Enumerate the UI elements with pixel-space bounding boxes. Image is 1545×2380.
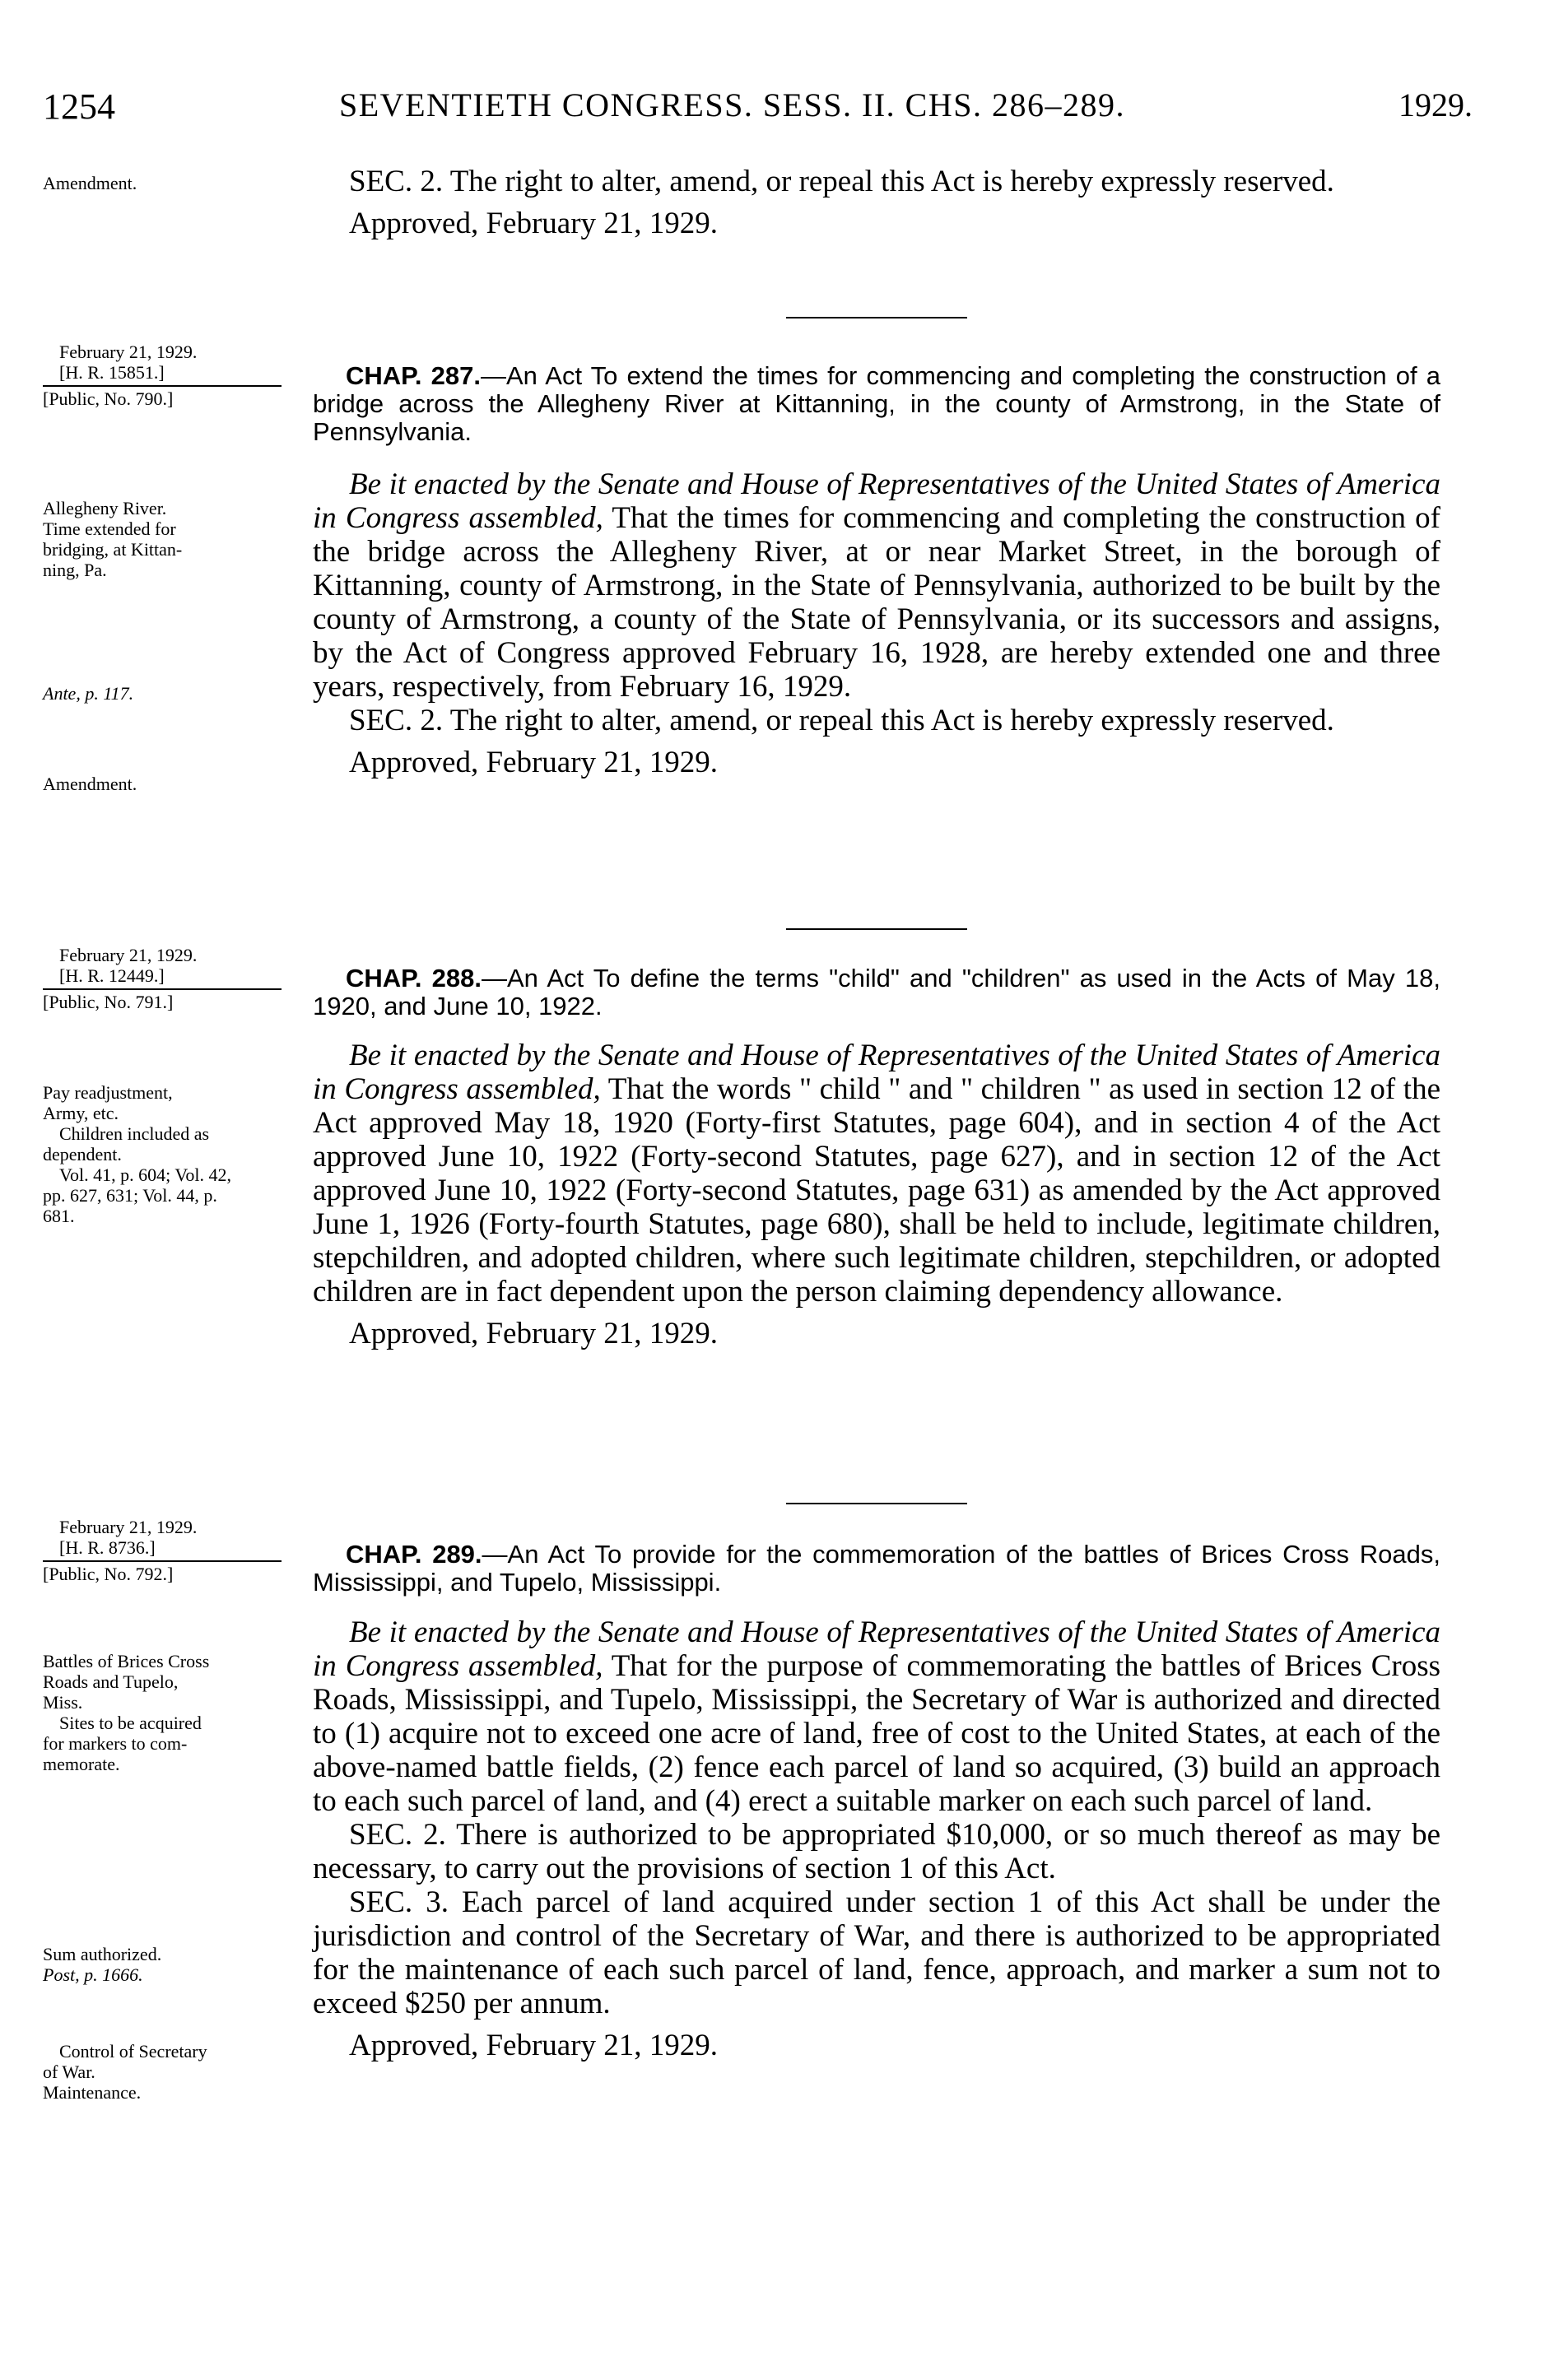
margin-note: Post, p. 1666. (43, 1964, 143, 1985)
margin-note: ning, Pa. (43, 560, 107, 580)
margin-note: Sites to be acquired (59, 1713, 202, 1733)
margin-notes-control (43, 2041, 305, 2103)
ch286-end-text (313, 165, 1440, 240)
ch288-heading (313, 965, 1440, 1020)
margin-note: Pay readjustment, (43, 1082, 173, 1103)
margin-public-law: [Public, No. 790.] (43, 385, 282, 409)
margin-bill: [H. R. 15851.] (59, 362, 165, 383)
margin-note: bridging, at Kittan- (43, 539, 183, 560)
ch288-enacting-clause (313, 1039, 1440, 1309)
margin-date: February 21, 1929. (59, 945, 198, 965)
page-number: 1254 (43, 86, 115, 127)
enacting-formula: Be it enacted by the Senate and House of Representatives of the United States of America in Congress assembled, (313, 1039, 1440, 1106)
ch289-body (313, 1615, 1440, 2062)
ch289-section-3: SEC. 3. Each parcel of land acquired under section 1 of this Act shall be under the jurisdiction and control of the Secretary of War, and there is authorized to be appropriated for the maintenance of each such parcel of land, fence, approach, and marker a sum not to exceed $250 per annum. (313, 1885, 1440, 2020)
ch286-approved: Approved, February 21, 1929. (349, 207, 719, 240)
ch289-heading (313, 1541, 1440, 1597)
margin-note-amendment-287 (43, 774, 305, 794)
ch288-title-line (313, 965, 1440, 1020)
chapter-title: —An Act To provide for the commemoration of the battles of Brices Cross Roads, Mississippi, and Tupelo, Mississippi. (313, 1540, 1441, 1597)
running-header (43, 86, 1473, 128)
enacting-formula: Be it enacted by the Senate and House of Representatives of the United States of America in Congress assembled, (313, 467, 1440, 535)
chapter-title: —An Act To define the terms "child" and "children" as used in the Acts of May 18, 1920, and June 10, 1922. (313, 964, 1441, 1020)
margin-bill: [H. R. 12449.] (59, 965, 165, 986)
ch287-approved: Approved, February 21, 1929. (349, 746, 719, 779)
margin-date: February 21, 1929. (59, 1517, 198, 1537)
margin-note: Maintenance. (43, 2082, 142, 2103)
margin-note: Sum authorized. (43, 1944, 162, 1964)
margin-block-ch288 (43, 945, 305, 1012)
margin-note: Vol. 41, p. 604; Vol. 42, (59, 1164, 232, 1185)
margin-notes-ch289 (43, 1651, 305, 1774)
body-text: That for the purpose of commemorating the battles of Brices Cross Roads, Mississippi, and Tupelo, Mississippi, the Secretary of War is authorized and directed to (1) acquire not to exceed one acre of land, free of cost to the United States, at each of the above-named battle fields, (2) fence each parcel of land so acquired, (3) build an approach to each such parcel of land, and (4) erect a suitable marker on each such parcel of land. (313, 1649, 1440, 1818)
margin-note: Time extended for (43, 518, 176, 539)
section-divider (786, 1503, 967, 1504)
margin-block-ch287 (43, 342, 305, 409)
margin-date: February 21, 1929. (59, 342, 198, 362)
margin-notes-ch288 (43, 1082, 305, 1226)
ch289-approved: Approved, February 21, 1929. (349, 2029, 719, 2062)
margin-notes-ch287 (43, 498, 305, 580)
margin-note: pp. 627, 631; Vol. 44, p. (43, 1185, 217, 1206)
margin-note: memorate. (43, 1754, 120, 1774)
chapter-number: CHAP. 288. (346, 964, 482, 992)
margin-note-amendment-286 (43, 173, 305, 193)
body-text: That the words " child " and " children " as used in section 12 of the Act approved May 18, 1920 (Forty-first Statutes, page 604), and in section 4 of the Act approved June 10, 1922 (Forty-second Statutes, page 627), and in section 12 of the Act approved June 10, 1922 (Forty-second Statutes, page 631) as amended by the Act approved June 1, 1926 (Forty-fourth Statutes, page 680), shall be held to include, legitimate children, stepchildren, and adopted children, where such legitimate children, stepchildren, or adopted children are in fact dependent upon the person claiming dependency allowance. (313, 1072, 1440, 1309)
chapter-number: CHAP. 289. (346, 1540, 482, 1569)
margin-note: Battles of Brices Cross (43, 1651, 210, 1671)
margin-note: dependent. (43, 1144, 122, 1164)
margin-note: Army, etc. (43, 1103, 119, 1123)
body-text: That the times for commencing and completing the construction of the bridge across the Allegheny River, at or near Market Street, in the borough of Kittanning, county of Armstrong, in the State of Pennsylvania, authorized to be built by the county of Armstrong, a county of the State of Pennsylvania, or its successors and assigns, by the Act of Congress approved February 16, 1928, are hereby extended one and three years, respectively, from February 16, 1929. (313, 501, 1440, 704)
margin-bill: [H. R. 8736.] (59, 1537, 156, 1558)
ch287-enacting-clause (313, 467, 1440, 704)
ch288-approved: Approved, February 21, 1929. (349, 1317, 719, 1350)
header-year: 1929. (1398, 86, 1473, 123)
margin-note: Miss. (43, 1692, 83, 1713)
chapter-number: CHAP. 287. (346, 361, 481, 390)
margin-note: of War. (43, 2062, 95, 2082)
margin-note: Control of Secretary (59, 2041, 207, 2062)
margin-note: Children included as (59, 1123, 210, 1144)
margin-note-text: Amendment. (43, 774, 137, 794)
enacting-formula: Be it enacted by the Senate and House of Representatives of the United States of America in Congress assembled, (313, 1615, 1440, 1683)
ch289-enacting-clause (313, 1615, 1440, 1818)
margin-notes-sum (43, 1944, 305, 1985)
section-divider (786, 928, 967, 930)
margin-public-law: [Public, No. 792.] (43, 1560, 282, 1584)
ch289-title-line (313, 1541, 1440, 1597)
margin-note-ante (43, 683, 305, 704)
margin-note: 681. (43, 1206, 75, 1226)
ch287-body (313, 467, 1440, 779)
chapter-title: —An Act To extend the times for commencing and completing the construction of a bridge across the Allegheny River at Kittanning, in the county of Armstrong, in the State of Pennsylvania. (313, 361, 1440, 446)
ch286-section-2: SEC. 2. The right to alter, amend, or repeal this Act is hereby expressly reserved. (349, 165, 1334, 198)
ch287-section-2: SEC. 2. The right to alter, amend, or repeal this Act is hereby expressly reserved. (349, 704, 1334, 737)
ch289-section-2: SEC. 2. There is authorized to be appropriated $10,000, or so much thereof as may be necessary, to carry out the provisions of section 1 of this Act. (313, 1818, 1440, 1885)
ch288-body (313, 1039, 1440, 1350)
ch287-heading (313, 362, 1440, 446)
margin-note: for markers to com- (43, 1733, 188, 1754)
section-divider (786, 317, 967, 318)
margin-block-ch289 (43, 1517, 305, 1584)
margin-note-text: Ante, p. 117. (43, 683, 134, 704)
margin-public-law: [Public, No. 791.] (43, 988, 282, 1012)
margin-note: Allegheny River. (43, 498, 167, 518)
header-title: SEVENTIETH CONGRESS. SESS. II. CHS. 286–289. (339, 86, 1125, 123)
ch287-title-line (313, 362, 1440, 446)
margin-note: Roads and Tupelo, (43, 1671, 179, 1692)
margin-note-text: Amendment. (43, 173, 137, 193)
